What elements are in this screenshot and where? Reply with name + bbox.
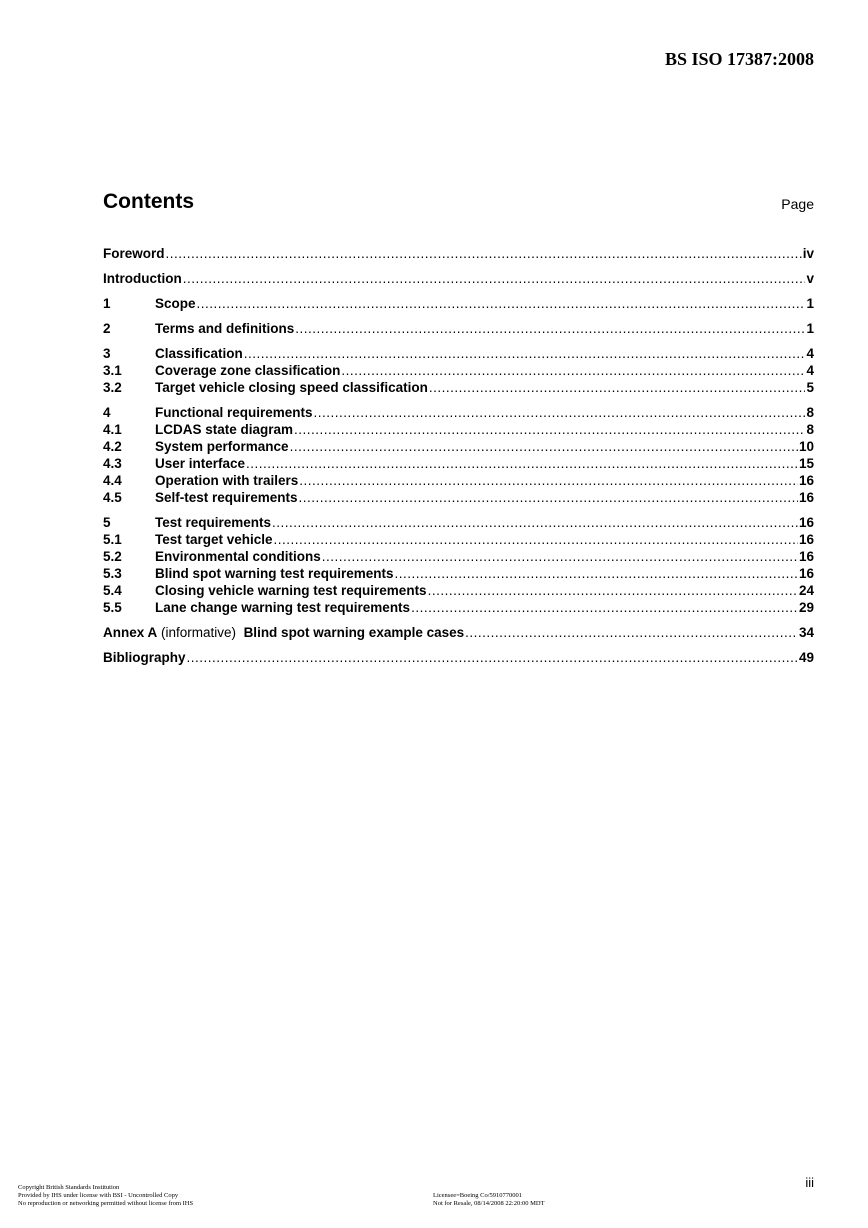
toc-page-number: 8: [806, 405, 814, 420]
toc-page-number: 8: [806, 422, 814, 437]
toc-entry[interactable]: [103, 582, 814, 599]
dot-leader: [299, 472, 798, 489]
toc-page-number: 16: [798, 515, 814, 530]
toc-entry-title: Blind spot warning test requirements: [155, 566, 394, 581]
toc-section-number: 5: [103, 515, 111, 530]
dot-leader: [314, 404, 806, 421]
toc-section-number: 1: [103, 296, 111, 311]
toc-page-number: 16: [798, 549, 814, 564]
toc-page-number: 29: [798, 600, 814, 615]
toc-entry[interactable]: [103, 379, 814, 396]
toc-page-number: 15: [798, 456, 814, 471]
toc-entry-title: Introduction: [103, 271, 182, 286]
table-of-contents: [103, 245, 814, 666]
toc-entry-title: Self-test requirements: [155, 490, 298, 505]
toc-entry[interactable]: [103, 421, 814, 438]
toc-section-number: 5.2: [103, 549, 122, 564]
toc-section-number: 4.2: [103, 439, 122, 454]
dot-leader: [272, 514, 798, 531]
page-column-label: Page: [781, 196, 814, 212]
dot-leader: [322, 548, 798, 565]
toc-entry[interactable]: [103, 362, 814, 379]
toc-page-number: 1: [806, 296, 814, 311]
toc-page-number: 5: [806, 380, 814, 395]
footer-line: Copyright British Standards Institution: [18, 1184, 120, 1191]
dot-leader: [341, 362, 805, 379]
toc-entry-title: Coverage zone classification: [155, 363, 341, 378]
dot-leader: [411, 599, 798, 616]
footer-line: Provided by IHS under license with BSI - Uncontrolled Copy: [18, 1192, 179, 1199]
toc-entry[interactable]: [103, 270, 814, 287]
footer-line: No reproduction or networking permitted without license from IHS: [18, 1200, 194, 1207]
toc-entry-title: Scope: [155, 296, 196, 311]
dot-leader: [197, 295, 806, 312]
dot-leader: [290, 438, 798, 455]
dot-leader: [428, 582, 798, 599]
toc-page-number: 24: [798, 583, 814, 598]
footer-line: Not for Resale, 08/14/2008 22:20:00 MDT: [433, 1200, 545, 1207]
toc-page-number: 16: [798, 473, 814, 488]
toc-page-number: iv: [802, 246, 814, 261]
toc-page-number: 16: [798, 566, 814, 581]
toc-entry-title: Foreword: [103, 246, 165, 261]
toc-section-number: 5.1: [103, 532, 122, 547]
toc-entry-title: Closing vehicle warning test requirements: [155, 583, 427, 598]
toc-section-number: 5.4: [103, 583, 122, 598]
toc-page-number: 10: [798, 439, 814, 454]
dot-leader: [429, 379, 806, 396]
toc-section-number: 3.2: [103, 380, 122, 395]
dot-leader: [299, 489, 798, 506]
document-code: BS ISO 17387:2008: [664, 49, 814, 69]
dot-leader: [166, 245, 802, 262]
toc-page-number: 16: [798, 532, 814, 547]
annex-kind: (informative): [161, 625, 237, 640]
dot-leader: [395, 565, 798, 582]
toc-entry[interactable]: [103, 295, 814, 312]
annex-label: Annex A: [103, 625, 158, 640]
toc-section-number: 3: [103, 346, 111, 361]
toc-entry-title: Test requirements: [155, 515, 272, 530]
toc-section-number: 2: [103, 321, 111, 336]
dot-leader: [294, 421, 805, 438]
toc-entry[interactable]: [103, 320, 814, 337]
dot-leader: [274, 531, 798, 548]
toc-section-number: 5.3: [103, 566, 122, 581]
footer-license: [433, 1192, 545, 1208]
toc-entry-title: Terms and definitions: [155, 321, 295, 336]
toc-entry-title: Test target vehicle: [155, 532, 273, 547]
toc-entry[interactable]: [103, 565, 814, 582]
toc-entry[interactable]: [103, 245, 814, 262]
toc-entry[interactable]: [103, 438, 814, 455]
toc-entry-annex[interactable]: [103, 624, 814, 641]
toc-entry-title: System performance: [155, 439, 289, 454]
dot-leader: [295, 320, 805, 337]
toc-section-number: 4: [103, 405, 111, 420]
toc-entry-title: Environmental conditions: [155, 549, 321, 564]
page-number: iii: [805, 1175, 814, 1190]
toc-page-number: 34: [798, 625, 814, 640]
toc-entry-title: Classification: [155, 346, 243, 361]
toc-section-number: 4.1: [103, 422, 122, 437]
toc-entry[interactable]: [103, 472, 814, 489]
toc-section-number: 4.5: [103, 490, 122, 505]
contents-heading: Contents: [103, 190, 194, 213]
dot-leader: [244, 345, 806, 362]
toc-entry-bibliography[interactable]: [103, 649, 814, 666]
toc-entry-title: Target vehicle closing speed classification: [155, 380, 428, 395]
toc-page-number: 49: [798, 650, 814, 665]
toc-entry-title: Lane change warning test requirements: [155, 600, 411, 615]
toc-section-number: 4.4: [103, 473, 122, 488]
toc-page-number: 4: [806, 346, 814, 361]
toc-entry-title: Operation with trailers: [155, 473, 299, 488]
toc-page-number: v: [806, 271, 814, 286]
toc-entry[interactable]: [103, 404, 814, 421]
toc-section-number: 3.1: [103, 363, 122, 378]
toc-page-number: 1: [806, 321, 814, 336]
dot-leader: [187, 649, 798, 666]
toc-entry[interactable]: [103, 531, 814, 548]
toc-entry-title: Bibliography: [103, 650, 186, 665]
toc-page-number: 16: [798, 490, 814, 505]
toc-entry-title: Functional requirements: [155, 405, 313, 420]
toc-section-number: 4.3: [103, 456, 122, 471]
toc-entry-title: LCDAS state diagram: [155, 422, 294, 437]
toc-entry[interactable]: [103, 345, 814, 362]
toc-entry[interactable]: [103, 548, 814, 565]
toc-entry-title: User interface: [155, 456, 246, 471]
toc-entry[interactable]: [103, 455, 814, 472]
toc-entry[interactable]: [103, 489, 814, 506]
toc-section-number: 5.5: [103, 600, 122, 615]
dot-leader: [183, 270, 806, 287]
toc-entry[interactable]: [103, 599, 814, 616]
dot-leader: [246, 455, 798, 472]
footer-copyright: [18, 1184, 193, 1208]
annex-title: Blind spot warning example cases: [243, 625, 465, 640]
toc-entry[interactable]: [103, 514, 814, 531]
footer-line: Licensee=Boeing Co/5910770001: [433, 1192, 523, 1199]
dot-leader: [465, 624, 798, 641]
toc-page-number: 4: [806, 363, 814, 378]
